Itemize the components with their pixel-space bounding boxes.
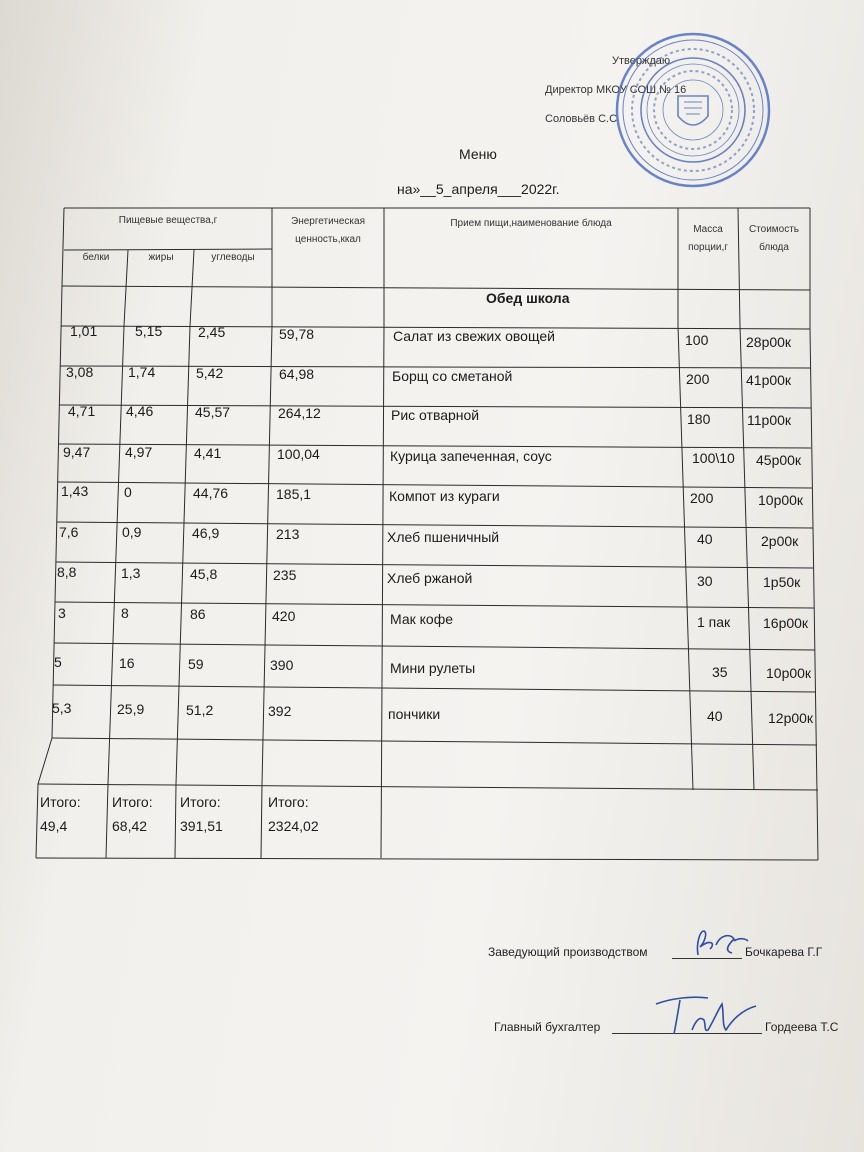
header-fats: жиры: [148, 252, 174, 263]
cell-carbs: 86: [190, 606, 206, 622]
head-of-production-label: Заведующий производством: [488, 945, 648, 959]
cell-cost: 41р00к: [746, 372, 792, 388]
chief-accountant-name: Гордеева Т.С: [765, 1020, 839, 1034]
cell-meal-name: Хлеб пшеничный: [387, 529, 500, 545]
header-cost-line1: Стоимость: [748, 224, 800, 235]
cell-meal-name: Рис отварной: [391, 407, 480, 423]
cell-fats: 1,3: [121, 565, 141, 581]
menu-title: Меню: [459, 146, 497, 162]
cell-meal-name: Курица запеченная, соус: [390, 448, 552, 464]
cell-carbs: 2,45: [198, 324, 226, 340]
total-energy-label: Итого:: [268, 794, 309, 810]
cell-fats: 0: [124, 484, 132, 500]
cell-cost: 1р50к: [763, 574, 801, 590]
cell-energy: 64,98: [279, 366, 315, 382]
cell-energy: 185,1: [276, 486, 312, 502]
cell-cost: 10р00к: [766, 665, 812, 681]
cell-mass: 100: [685, 332, 709, 348]
cell-fats: 5,15: [135, 323, 163, 339]
cell-meal-name: Мак кофе: [390, 611, 453, 627]
cell-mass: 200: [686, 371, 710, 387]
cell-meal-name: Хлеб ржаной: [387, 570, 473, 586]
total-proteins-value: 49,4: [40, 818, 68, 834]
official-seal-stamp: [612, 30, 774, 190]
cell-proteins: 1,01: [70, 323, 98, 339]
cell-proteins: 5: [54, 654, 62, 670]
cell-proteins: 1,43: [61, 483, 89, 499]
total-proteins-label: Итого:: [40, 794, 81, 810]
cell-cost: 10р00к: [758, 492, 804, 508]
approval-label: Утверждаю: [612, 55, 671, 67]
cell-cost: 16р00к: [763, 615, 809, 631]
cell-carbs: 5,42: [196, 365, 224, 381]
cell-cost: 45р00к: [756, 452, 802, 468]
cell-proteins: 5,3: [52, 700, 72, 716]
cell-mass: 30: [697, 573, 713, 589]
head-of-production-name: Бочкарева Г.Г: [745, 945, 823, 959]
cell-carbs: 44,76: [193, 485, 229, 501]
cell-energy: 100,04: [277, 446, 320, 462]
approval-name: Соловьёв С.С: [545, 113, 618, 125]
cell-meal-name: Мини рулеты: [390, 660, 476, 676]
cell-cost: 12р00к: [768, 710, 814, 726]
cell-cost: 2р00к: [761, 533, 799, 549]
header-cost-line2: блюда: [759, 242, 789, 253]
cell-energy: 59,78: [279, 326, 315, 342]
cell-carbs: 45,8: [190, 566, 218, 582]
cell-fats: 4,46: [126, 403, 154, 419]
cell-energy: 420: [272, 608, 296, 624]
total-carbs-label: Итого:: [180, 794, 221, 810]
cell-fats: 1,74: [128, 364, 156, 380]
cell-proteins: 3: [58, 605, 66, 621]
cell-meal-name: Борщ со сметаной: [392, 368, 513, 384]
header-carbs: углеводы: [211, 252, 255, 263]
cell-proteins: 7,6: [59, 524, 79, 540]
total-fats-value: 68,42: [112, 818, 148, 834]
header-meal: Прием пищи,наименование блюда: [450, 218, 612, 229]
cell-carbs: 4,41: [194, 445, 222, 461]
cell-energy: 392: [268, 703, 292, 719]
cell-mass: 1 пак: [697, 614, 731, 630]
cell-carbs: 51,2: [186, 702, 214, 718]
cell-meal-name: Салат из свежих овощей: [393, 328, 555, 344]
cell-fats: 25,9: [117, 701, 145, 717]
cell-mass: 40: [697, 531, 713, 547]
head-handwritten-signature: [690, 925, 750, 965]
cell-mass: 180: [687, 411, 711, 427]
cell-fats: 16: [119, 655, 135, 671]
cell-mass: 35: [712, 664, 728, 680]
section-title: Обед школа: [486, 290, 570, 306]
header-proteins: белки: [82, 252, 110, 263]
total-fats-label: Итого:: [112, 794, 153, 810]
header-energy-line2: ценность,ккал: [295, 234, 361, 245]
cell-carbs: 45,57: [195, 404, 231, 420]
header-energy-line1: Энергетическая: [291, 216, 365, 227]
cell-energy: 235: [273, 567, 297, 583]
header-mass-line1: Масса: [693, 224, 723, 235]
cell-meal-name: пончики: [388, 706, 441, 722]
cell-energy: 264,12: [278, 405, 321, 421]
cell-proteins: 3,08: [66, 364, 94, 380]
cell-cost: 11р00к: [747, 412, 792, 428]
cell-proteins: 4,71: [68, 403, 96, 419]
header-nutrients: Пищевые вещества,г: [118, 215, 218, 226]
cell-carbs: 46,9: [192, 525, 220, 541]
total-carbs-value: 391,51: [180, 818, 223, 834]
cell-energy: 213: [276, 526, 300, 542]
cell-fats: 4,97: [125, 444, 153, 460]
cell-mass: 200: [690, 490, 714, 506]
cell-cost: 28р00к: [746, 334, 792, 350]
total-energy-value: 2324,02: [268, 818, 319, 834]
approval-director: Директор МКОУ СОШ № 16: [545, 84, 687, 96]
cell-meal-name: Компот из кураги: [389, 488, 500, 504]
header-mass-line2: порции,г: [688, 242, 728, 253]
cell-proteins: 8,8: [57, 564, 77, 580]
cell-mass: 40: [707, 708, 723, 724]
menu-date: на»__5_апреля___2022г.: [397, 181, 560, 197]
cell-fats: 8: [121, 605, 129, 621]
cell-fats: 0,9: [122, 524, 142, 540]
accountant-handwritten-signature: [652, 990, 762, 1040]
cell-energy: 390: [270, 657, 294, 673]
cell-proteins: 9,47: [63, 444, 91, 460]
cell-mass: 100\10: [692, 450, 735, 466]
chief-accountant-label: Главный бухгалтер: [494, 1020, 601, 1034]
cell-carbs: 59: [188, 656, 204, 672]
